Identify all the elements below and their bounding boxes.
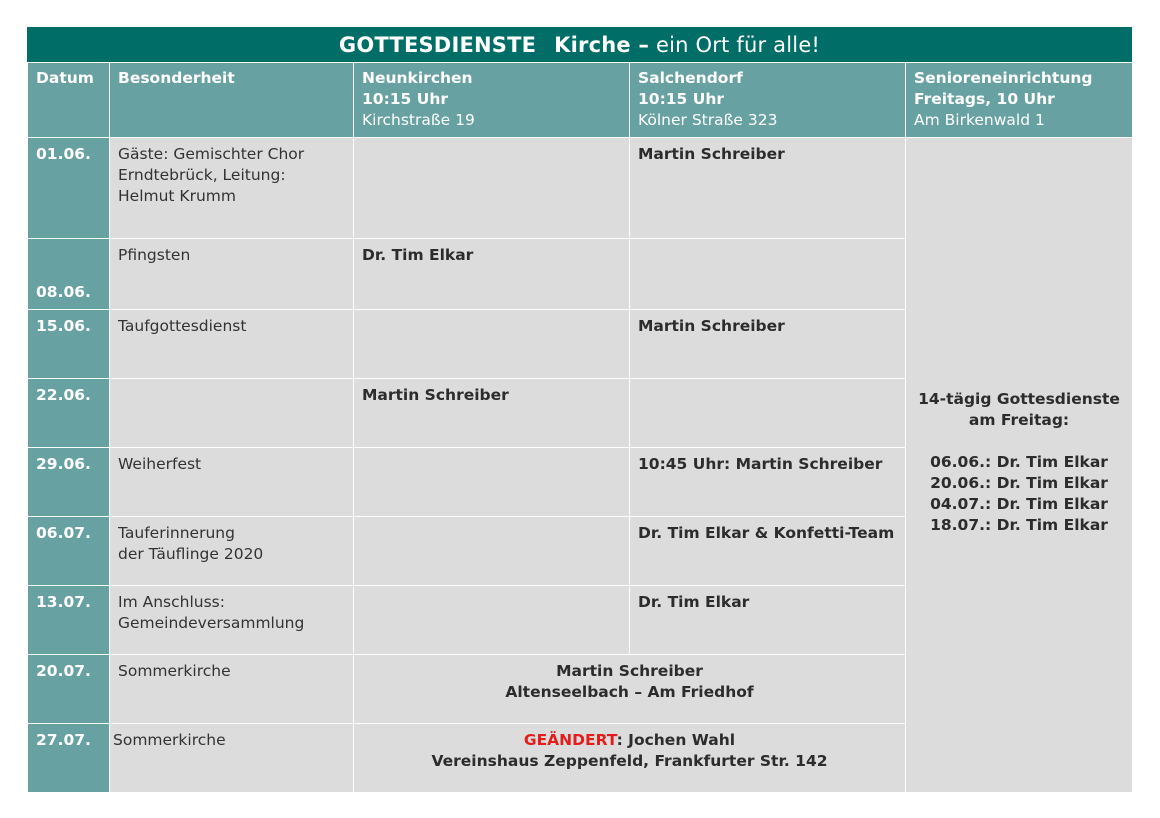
senioren-entry: 06.06.: Dr. Tim Elkar xyxy=(930,452,1108,471)
row-note xyxy=(110,517,354,586)
row-neunkirchen xyxy=(354,310,630,379)
row-merged-service xyxy=(354,724,906,793)
note-line: Taufgottesdienst xyxy=(118,317,247,335)
row-salchendorf: Dr. Tim Elkar & Konfetti-Team xyxy=(630,517,906,586)
note-line: Erndtebrück, Leitung: xyxy=(118,166,286,184)
note-line: der Täuflinge 2020 xyxy=(118,545,264,563)
schedule-sheet xyxy=(27,27,1132,794)
header-salchendorf xyxy=(630,63,906,138)
table-row xyxy=(28,138,1133,239)
note-line: Weiherfest xyxy=(118,455,202,473)
row-note xyxy=(110,138,354,239)
title-tagline: ein Ort für alle! xyxy=(655,32,821,57)
senioren-heading-line: am Freitag: xyxy=(968,410,1070,429)
row-salchendorf: 10:45 Uhr: Martin Schreiber xyxy=(630,448,906,517)
note-line: Sommerkirche xyxy=(118,662,231,680)
senioren-heading-line: 14-tägig Gottesdienste xyxy=(918,389,1120,408)
salchendorf-name: Salchendorf xyxy=(638,69,743,87)
header-neunkirchen xyxy=(354,63,630,138)
row-note xyxy=(110,310,354,379)
row-neunkirchen xyxy=(354,448,630,517)
note-line: Pfingsten xyxy=(118,246,191,264)
row-date: 22.06. xyxy=(28,379,110,448)
title-main: GOTTESDIENSTE xyxy=(338,32,537,57)
senioren-entry: 04.07.: Dr. Tim Elkar xyxy=(930,494,1108,513)
row-date: 13.07. xyxy=(28,586,110,655)
row-neunkirchen: Dr. Tim Elkar xyxy=(354,239,630,310)
row-neunkirchen xyxy=(354,517,630,586)
header-row xyxy=(28,63,1133,138)
service-table xyxy=(27,62,1133,793)
merged-line: Martin Schreiber xyxy=(556,662,703,680)
row-neunkirchen: Martin Schreiber xyxy=(354,379,630,448)
senioren-entry: 20.06.: Dr. Tim Elkar xyxy=(930,473,1108,492)
row-salchendorf: Martin Schreiber xyxy=(630,310,906,379)
row-salchendorf xyxy=(630,379,906,448)
row-merged-service xyxy=(354,655,906,724)
row-date: 08.06. xyxy=(28,239,110,310)
row-salchendorf: Martin Schreiber xyxy=(630,138,906,239)
header-besonderheit-label: Besonderheit xyxy=(118,69,235,87)
changed-badge: GEÄNDERT xyxy=(523,731,617,749)
note-line: Im Anschluss: xyxy=(118,593,225,611)
note-line: Sommerkirche xyxy=(113,731,226,749)
row-note xyxy=(110,239,354,310)
senioren-name: Senioreneinrichtung xyxy=(914,69,1093,87)
salchendorf-address: Kölner Straße 323 xyxy=(638,111,778,129)
row-date: 01.06. xyxy=(28,138,110,239)
header-besonderheit xyxy=(110,63,354,138)
merged-line xyxy=(362,730,897,751)
merged-first-rest: : Jochen Wahl xyxy=(616,731,736,749)
neunkirchen-address: Kirchstraße 19 xyxy=(362,111,475,129)
row-date: 20.07. xyxy=(28,655,110,724)
title-kirche: Kirche – xyxy=(554,32,650,57)
row-date: 29.06. xyxy=(28,448,110,517)
header-datum-label: Datum xyxy=(36,69,94,87)
row-date: 06.07. xyxy=(28,517,110,586)
neunkirchen-name: Neunkirchen xyxy=(362,69,473,87)
row-salchendorf: Dr. Tim Elkar xyxy=(630,586,906,655)
row-neunkirchen xyxy=(354,138,630,239)
row-neunkirchen xyxy=(354,586,630,655)
note-line: Gemeindeversammlung xyxy=(118,614,305,632)
row-note xyxy=(110,586,354,655)
note-line: Helmut Krumm xyxy=(118,187,236,205)
neunkirchen-time: 10:15 Uhr xyxy=(362,90,448,108)
note-line: Gäste: Gemischter Chor xyxy=(118,145,305,163)
row-note xyxy=(110,379,354,448)
header-senioren xyxy=(906,63,1133,138)
merged-line: Altenseelbach – Am Friedhof xyxy=(505,683,754,701)
row-date: 15.06. xyxy=(28,310,110,379)
salchendorf-time: 10:15 Uhr xyxy=(638,90,724,108)
header-datum xyxy=(28,63,110,138)
row-note xyxy=(110,448,354,517)
note-line: Tauferinnerung xyxy=(118,524,235,542)
senioren-cell xyxy=(906,138,1133,793)
senioren-address: Am Birkenwald 1 xyxy=(914,111,1045,129)
row-note xyxy=(110,655,354,724)
senioren-time: Freitags, 10 Uhr xyxy=(914,90,1055,108)
senioren-entry: 18.07.: Dr. Tim Elkar xyxy=(930,515,1108,534)
title-bar xyxy=(27,27,1132,62)
row-salchendorf xyxy=(630,239,906,310)
row-note xyxy=(110,724,354,793)
row-date: 27.07. xyxy=(28,724,110,793)
merged-line: Vereinshaus Zeppenfeld, Frankfurter Str. 142 xyxy=(431,752,828,770)
